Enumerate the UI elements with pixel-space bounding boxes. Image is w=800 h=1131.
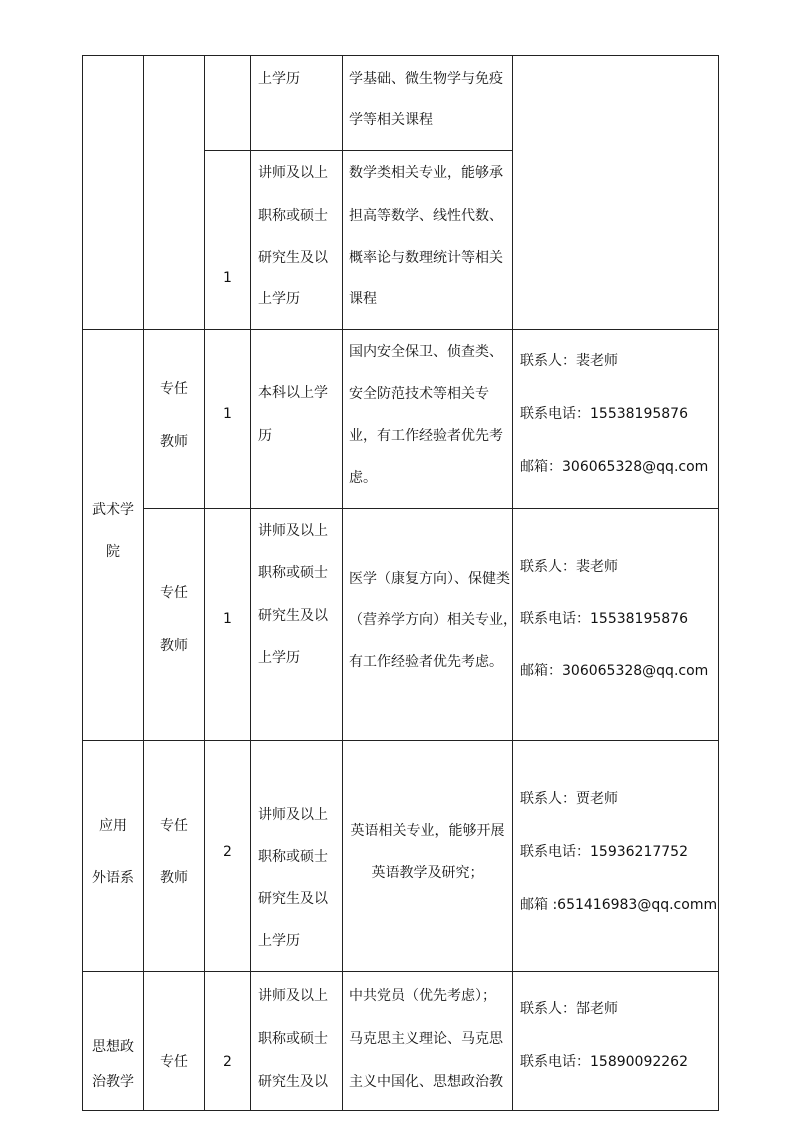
row6-education-line-1: 讲师及以上 bbox=[258, 988, 328, 1004]
row3-position-line-2: 教师 bbox=[160, 434, 188, 450]
row4-position-line-2: 教师 bbox=[160, 638, 188, 654]
row6-contact-phone: 联系电话：15890092262 bbox=[520, 1054, 688, 1070]
row5-requirement-line-1: 英语相关专业，能够开展 bbox=[350, 823, 505, 839]
row6-position: 专任 bbox=[160, 1054, 188, 1070]
row5-position-line-1: 专任 bbox=[160, 818, 188, 834]
row1-education: 上学历 bbox=[258, 71, 300, 87]
row-divider-3 bbox=[143, 508, 719, 509]
row3-education-line-2: 历 bbox=[258, 428, 272, 444]
row2-education-line-3: 研究生及以 bbox=[258, 250, 328, 266]
row4-education-line-1: 讲师及以上 bbox=[258, 523, 328, 539]
col-divider-3 bbox=[250, 55, 251, 1111]
row6-count: 2 bbox=[223, 1054, 232, 1070]
row5-dept-line-2: 外语系 bbox=[92, 870, 134, 886]
row4-contact-person: 联系人：裴老师 bbox=[520, 559, 618, 575]
row5-dept-line-1: 应用 bbox=[99, 818, 127, 834]
row6-requirement-line-2: 马克思主义理论、马克思 bbox=[349, 1031, 503, 1047]
table-border-bottom bbox=[82, 1110, 719, 1111]
row6-requirement-line-3: 主义中国化、思想政治教 bbox=[349, 1074, 503, 1090]
row4-contact-email: 邮箱：306065328@qq.com bbox=[520, 663, 709, 679]
row4-requirement-line-1: 医学（康复方向）、保健类 bbox=[349, 571, 510, 587]
dept-wushu-line-2: 院 bbox=[106, 544, 120, 560]
row4-requirement-line-2: （营养学方向）相关专业， bbox=[349, 612, 517, 628]
row2-requirement-line-4: 课程 bbox=[349, 291, 377, 307]
table-border-left bbox=[82, 55, 83, 1111]
row5-education-line-3: 研究生及以 bbox=[258, 891, 328, 907]
row3-count: 1 bbox=[223, 406, 232, 422]
row5-education-line-2: 职称或硕士 bbox=[258, 849, 328, 865]
row3-requirement-line-1: 国内安全保卫、侦查类、 bbox=[349, 344, 503, 360]
col-divider-4 bbox=[342, 55, 343, 1111]
dept-wushu-line-1: 武术学 bbox=[92, 502, 134, 518]
row3-contact-email: 邮箱：306065328@qq.com bbox=[520, 459, 709, 475]
table-border-right bbox=[718, 55, 719, 1111]
row3-contact-person: 联系人：裴老师 bbox=[520, 353, 618, 369]
row3-requirement-line-3: 业，有工作经验者优先考 bbox=[349, 428, 503, 444]
row3-education-line-1: 本科以上学 bbox=[258, 385, 328, 401]
row2-requirement-line-2: 担高等数学、线性代数、 bbox=[349, 208, 503, 224]
row-divider-5 bbox=[82, 971, 719, 972]
row5-contact-email: 邮箱 :651416983@qq.comm bbox=[520, 897, 718, 913]
row2-education-line-4: 上学历 bbox=[258, 291, 300, 307]
row4-count: 1 bbox=[223, 611, 232, 627]
row6-dept-line-2: 治教学 bbox=[92, 1074, 134, 1090]
row4-requirement-line-3: 有工作经验者优先考虑。 bbox=[349, 654, 503, 670]
row2-education-line-1: 讲师及以上 bbox=[258, 165, 328, 181]
row3-requirement-line-2: 安全防范技术等相关专 bbox=[349, 386, 489, 402]
row3-contact-phone: 联系电话：15538195876 bbox=[520, 406, 688, 422]
row5-position-line-2: 教师 bbox=[160, 870, 188, 886]
row-divider-1 bbox=[204, 150, 512, 151]
row3-requirement-line-4: 虑。 bbox=[349, 470, 377, 486]
row6-contact-person: 联系人：郜老师 bbox=[520, 1001, 618, 1017]
row4-education-line-4: 上学历 bbox=[258, 650, 300, 666]
row5-contact-person: 联系人：贾老师 bbox=[520, 791, 618, 807]
col-divider-2 bbox=[204, 55, 205, 1111]
row6-requirement-line-1: 中共党员（优先考虑）； bbox=[349, 988, 496, 1004]
row6-dept-line-1: 思想政 bbox=[92, 1039, 134, 1055]
row4-contact-phone: 联系电话：15538195876 bbox=[520, 611, 688, 627]
row-divider-2 bbox=[82, 329, 719, 330]
row1-requirement-line-2: 学等相关课程 bbox=[349, 112, 433, 128]
row5-contact-phone: 联系电话：15936217752 bbox=[520, 844, 688, 860]
row-divider-4 bbox=[82, 740, 719, 741]
table-border-top bbox=[82, 55, 719, 56]
row5-education-line-1: 讲师及以上 bbox=[258, 807, 328, 823]
row4-position-line-1: 专任 bbox=[160, 585, 188, 601]
col-divider-5 bbox=[512, 55, 513, 1111]
row4-education-line-3: 研究生及以 bbox=[258, 608, 328, 624]
row6-education-line-3: 研究生及以 bbox=[258, 1074, 328, 1090]
row5-education-line-4: 上学历 bbox=[258, 933, 300, 949]
row2-education-line-2: 职称或硕士 bbox=[258, 208, 328, 224]
row2-count: 1 bbox=[223, 270, 232, 286]
row4-education-line-2: 职称或硕士 bbox=[258, 565, 328, 581]
row2-requirement-line-1: 数学类相关专业，能够承 bbox=[349, 165, 503, 181]
row5-count: 2 bbox=[223, 844, 232, 860]
row2-requirement-line-3: 概率论与数理统计等相关 bbox=[349, 250, 503, 266]
row6-education-line-2: 职称或硕士 bbox=[258, 1031, 328, 1047]
row1-requirement-line-1: 学基础、微生物学与免疫 bbox=[349, 71, 503, 87]
row3-position-line-1: 专任 bbox=[160, 381, 188, 397]
row5-requirement-line-2: 英语教学及研究； bbox=[371, 865, 484, 881]
